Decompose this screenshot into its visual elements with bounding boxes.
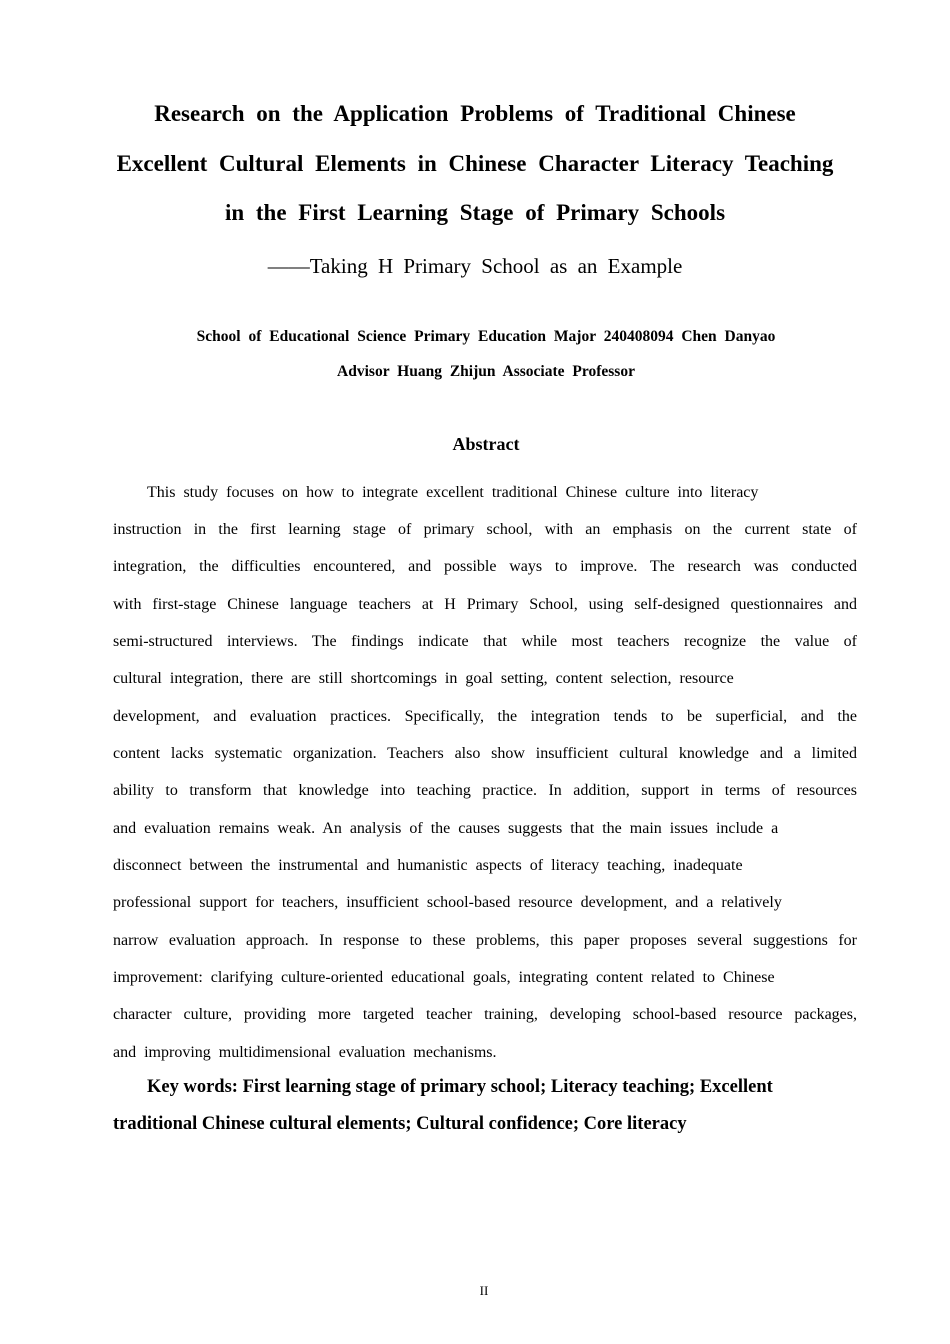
abstract-line: cultural integration, there are still shortcomings in goal setting, content selection, resource: [113, 670, 734, 687]
abstract-line: and improving multidimensional evaluation mechanisms.: [113, 1044, 497, 1061]
title-line-3: in the First Learning Stage of Primary Schools: [224, 200, 726, 225]
subtitle: ——Taking H Primary School as an Example: [267, 254, 683, 278]
abstract-line: instruction in the first learning stage of primary school, with an emphasis on the current state of: [113, 521, 857, 538]
abstract-line: development, and evaluation practices. Specifically, the integration tends to be superficial, and the: [113, 708, 857, 725]
advisor-line: Advisor Huang Zhijun Associate Professor: [337, 363, 635, 380]
keywords-line: traditional Chinese cultural elements; Cultural confidence; Core literacy: [113, 1114, 687, 1134]
title-line-1: Research on the Application Problems of Traditional Chinese: [154, 101, 796, 126]
abstract-line: professional support for teachers, insufficient school-based resource development, and a relatively: [113, 894, 782, 911]
abstract-line: and evaluation remains weak. An analysis of the causes suggests that the main issues include a: [113, 820, 779, 837]
abstract-line: with first-stage Chinese language teachers at H Primary School, using self-designed questionnaires and: [113, 596, 857, 613]
abstract-line: This study focuses on how to integrate excellent traditional Chinese culture into literacy: [147, 484, 759, 501]
abstract-line: improvement: clarifying culture-oriented educational goals, integrating content related to Chinese: [113, 969, 775, 986]
author-line: School of Educational Science Primary Education Major 240408094 Chen Danyao: [196, 328, 776, 345]
abstract-line: narrow evaluation approach. In response to these problems, this paper proposes several suggestions for: [113, 932, 857, 949]
abstract-line: character culture, providing more targeted teacher training, developing school-based resource packages,: [113, 1006, 857, 1023]
abstract-heading: Abstract: [452, 434, 520, 454]
abstract-line: disconnect between the instrumental and humanistic aspects of literacy teaching, inadequate: [113, 857, 743, 874]
abstract-line: semi-structured interviews. The findings indicate that while most teachers recognize the value of: [113, 633, 857, 650]
abstract-line: content lacks systematic organization. Teachers also show insufficient cultural knowledge and a limited: [113, 745, 857, 762]
page-number: II: [479, 1283, 489, 1298]
keywords-line: Key words: First learning stage of primary school; Literacy teaching; Excellent: [147, 1077, 773, 1097]
abstract-line: ability to transform that knowledge into teaching practice. In addition, support in terms of resources: [113, 782, 857, 799]
title-line-2: Excellent Cultural Elements in Chinese Character Literacy Teaching: [116, 151, 834, 176]
abstract-line: integration, the difficulties encountered, and possible ways to improve. The research was conducted: [113, 558, 857, 575]
